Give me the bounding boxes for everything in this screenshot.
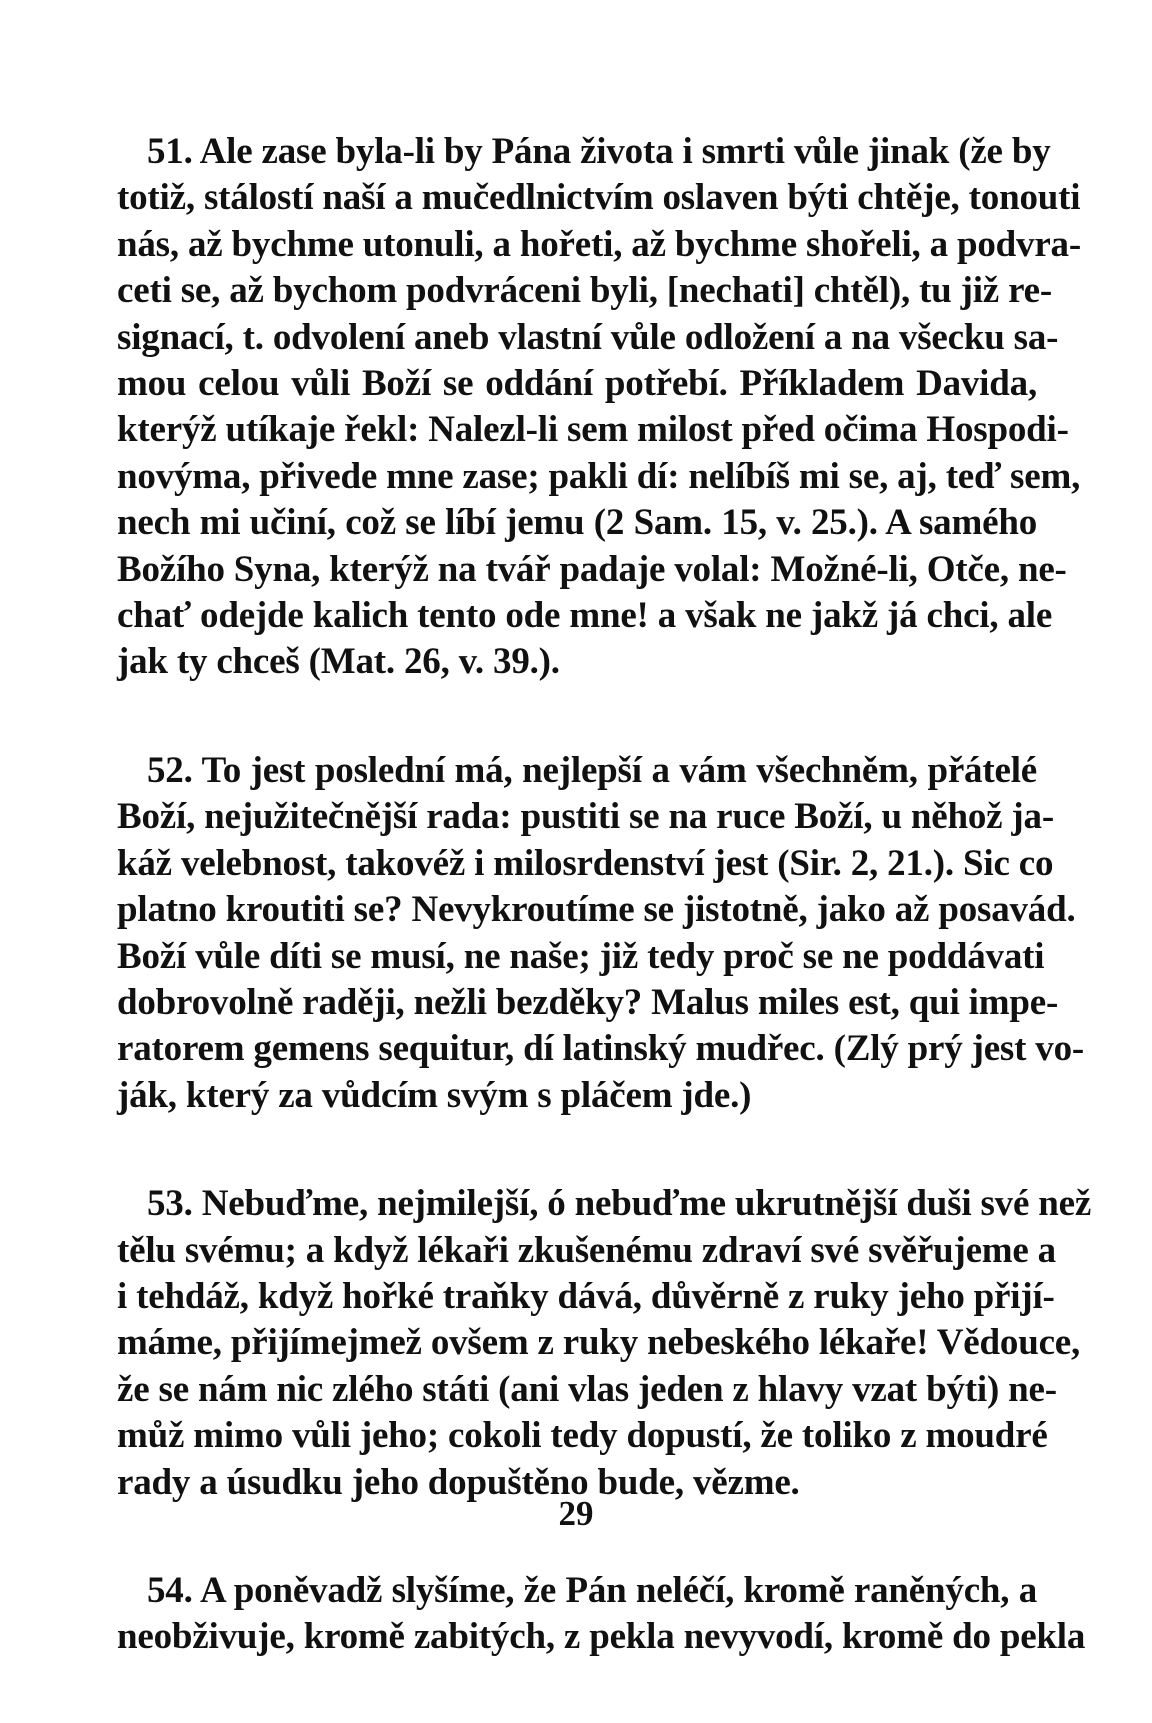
- text-line: Božího Syna, kterýž na tvář padaje volal: Možné-li, Otče, ne-: [117, 548, 1067, 590]
- text-line: platno kroutiti se? Nevykroutíme se jistotně, jako až posavád.: [117, 889, 1076, 931]
- text-line: kterýž utíkaje řekl: Nalezl-li sem milost před očima Hospodi-: [117, 409, 1069, 451]
- text-line: 52. To jest poslední má, nejlepší a vám všechněm, přátelé: [147, 749, 1037, 791]
- text-line: Boží vůle díti se musí, ne naše; již tedy proč se ne poddávati: [117, 935, 1045, 977]
- text-line: ceti se, až bychom podvráceni byli, [nechati] chtěl), tu již re-: [117, 270, 1052, 312]
- paragraph-54: [117, 1568, 1086, 1661]
- text-line: nás, až bychme utonuli, a hořeti, až bychme shořeli, a podvra-: [117, 223, 1081, 265]
- text-line: ratorem gemens sequitur, dí latinský mudřec. (Zlý prý jest vo-: [117, 1028, 1085, 1070]
- text-line: rady a úsudku jeho dopuštěno bude, vězme.: [117, 1461, 800, 1503]
- text-line: mou celou vůli Boží se oddání potřebí. Příkladem Davida,: [117, 363, 1037, 405]
- body-text: [117, 129, 1092, 1723]
- paragraph-51: [117, 129, 1081, 686]
- text-line: káž velebnost, takovéž i milosrdenství jest (Sir. 2, 21.). Sic co: [117, 842, 1054, 884]
- text-line: máme, přijímejmež ovšem z ruky nebeského lékaře! Vědouce,: [117, 1322, 1081, 1364]
- text-line: Boží, nejužitečnější rada: pustiti se na ruce Boží, u něhož ja-: [117, 796, 1054, 838]
- text-line: 53. Nebuďme, nejmilejší, ó nebuďme ukrutnější duši své než: [147, 1183, 1092, 1225]
- text-line: novýma, přivede mne zase; pakli dí: nelíbíš mi se, aj, teď sem,: [117, 455, 1081, 497]
- page-number: 29: [558, 1494, 594, 1533]
- text-line: můž mimo vůli jeho; cokoli tedy dopustí, že toliko z moudré: [117, 1415, 1048, 1457]
- text-line: signací, t. odvolení aneb vlastní vůle odložení a na všecku sa-: [117, 316, 1059, 358]
- text-line: jak ty chceš (Mat. 26, v. 39.).: [117, 641, 560, 683]
- text-line: ják, který za vůdcím svým s pláčem jde.): [117, 1074, 752, 1116]
- text-line: totiž, stálostí naší a mučedlnictvím oslaven býti chtěje, tonouti: [117, 177, 1081, 219]
- text-line: chať odejde kalich tento ode mne! a však ne jakž já chci, ale: [117, 595, 1053, 637]
- text-line: neobživuje, kromě zabitých, z pekla nevyvodí, kromě do pekla: [117, 1616, 1086, 1658]
- paragraph-53: [117, 1181, 1092, 1506]
- text-line: i tehdáž, když hořké traňky dává, důvěrně z ruky jeho přijí-: [117, 1275, 1055, 1317]
- text-line: tělu svému; a když lékaři zkušenému zdraví své svěřujeme a: [117, 1229, 1056, 1271]
- text-line: dobrovolně raději, nežli bezděky? Malus miles est, qui impe-: [117, 981, 1059, 1023]
- text-line: nech mi učiní, což se líbí jemu (2 Sam. 15, v. 25.). A samého: [117, 502, 1037, 544]
- text-line: 54. A poněvadž slyšíme, že Pán neléčí, kromě raněných, a: [147, 1569, 1037, 1611]
- paragraph-52: [117, 748, 1085, 1119]
- text-line: že se nám nic zlého státi (ani vlas jeden z hlavy vzat býti) ne-: [117, 1368, 1057, 1410]
- text-line: 51. Ale zase byla-li by Pána života i smrti vůle jinak (že by: [147, 131, 1051, 172]
